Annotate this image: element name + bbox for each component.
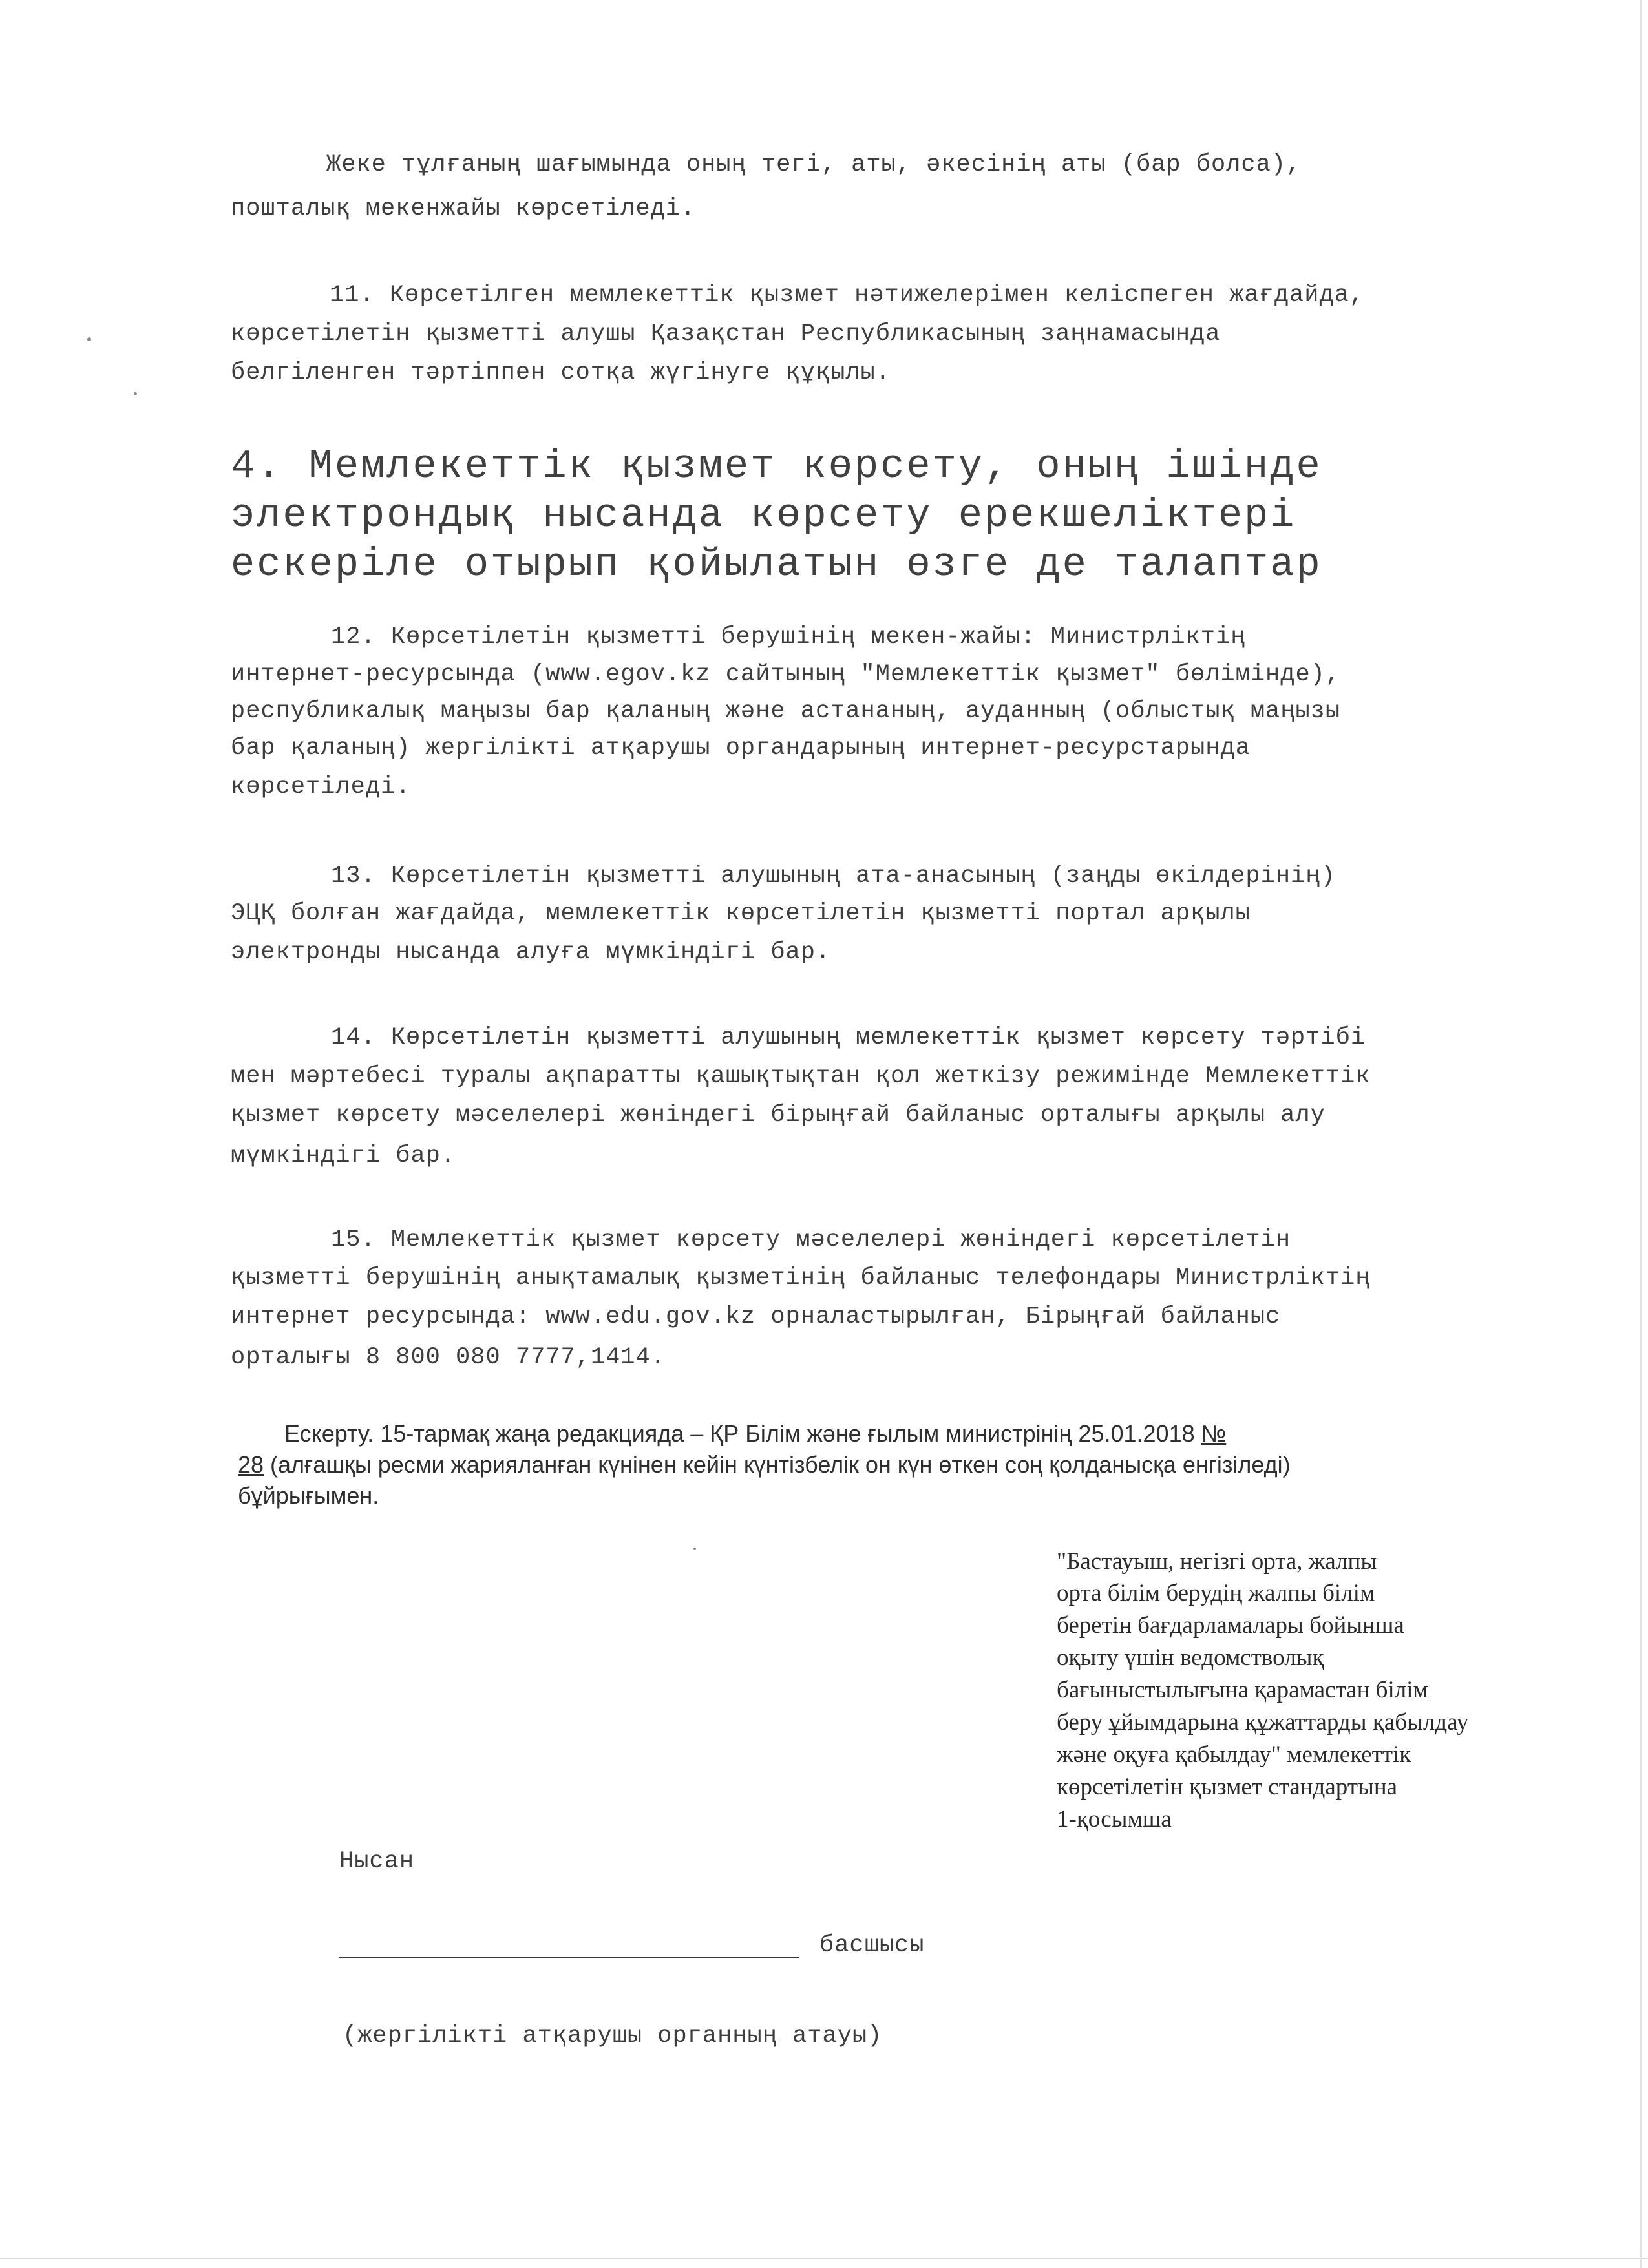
scan-edge-bottom (0, 2258, 1648, 2259)
paragraph-12-line: интернет-ресурсында (www.egov.kz сайтының "Мемлекеттік қызмет" бөлімінде), (231, 661, 1341, 688)
paragraph-15-line: интернет ресурсында: www.edu.gov.kz орналастырылған, Бірыңғай байланыс (231, 1303, 1281, 1330)
section-heading-line: электрондық нысанда көрсету ерекшеліктері (231, 492, 1296, 538)
appendix-reference-line: беру ұйымдарына құжаттарды қабылдау (1057, 1709, 1469, 1736)
scan-edge-right (1640, 0, 1642, 2268)
amendment-note-text: (алғашқы ресми жарияланған күнінен кейін күнтізбелік он күн өткен соң қолданысқа енгізіледі) (264, 1451, 1291, 1478)
paragraph-15-line: 15. Мемлекеттік қызмет көрсету мәселелері жөніндегі көрсетілетін (331, 1226, 1291, 1254)
appendix-reference-line: 1-қосымша (1057, 1806, 1172, 1832)
appendix-reference-line: орта білім берудің жалпы білім (1057, 1580, 1375, 1606)
paragraph-complaint-line: Жеке тұлғаның шағымында оның тегі, аты, әкесінің аты (бар болса), (326, 151, 1302, 178)
paragraph-14-line: мүмкіндігі бар. (231, 1142, 456, 1170)
paragraph-15-line: орталығы 8 800 080 7777,1414. (231, 1344, 666, 1371)
amendment-note-line: бұйрығымен. (238, 1482, 379, 1509)
paragraph-11-line: көрсетілетін қызметті алушы Қазақстан Республикасының заңнамасында (231, 320, 1221, 348)
organization-caption: (жергілікті атқарушы органның атауы) (343, 2022, 883, 2050)
amendment-note-text: Ескерту. 15-тармақ жаңа редакцияда – ҚР Білім және ғылым министрінің 25.01.2018 (284, 1420, 1201, 1447)
section-heading-line: ескеріле отырып қойылатын өзге де талаптар (231, 541, 1322, 587)
paragraph-complaint-line: пошталық мекенжайы көрсетіледі. (231, 195, 696, 222)
paragraph-11-line: 11. Көрсетілген мемлекеттік қызмет нәтижелерімен келіспеген жағдайда, (330, 282, 1365, 309)
paragraph-12-line: 12. Көрсетілетін қызметті берушінің мекен-жайы: Министрліктің (331, 624, 1246, 651)
paragraph-12-line: республикалық маңызы бар қаланың және астананың, ауданның (облыстық маңызы (231, 698, 1341, 725)
paragraph-12-line: көрсетіледі. (231, 773, 411, 801)
appendix-reference-line: және оқуға қабылдау" мемлекеттік (1057, 1741, 1411, 1768)
amendment-note-line (284, 1420, 1226, 1447)
scan-speck (134, 392, 137, 395)
appendix-reference-line: көрсетілетін қызмет стандартына (1057, 1774, 1398, 1800)
organization-name-blank (339, 1957, 799, 1958)
order-number-link[interactable]: № (1201, 1420, 1227, 1447)
scan-speck (87, 337, 91, 341)
paragraph-11-line: белгіленген тәртіппен сотқа жүгінуге құқылы. (231, 359, 891, 386)
scan-speck (693, 1548, 696, 1550)
appendix-reference-line: оқыту үшін ведомстволық (1057, 1644, 1324, 1671)
paragraph-13-line: ЭЦҚ болған жағдайда, мемлекеттік көрсетілетін қызметті портал арқылы (231, 900, 1251, 927)
paragraph-15-line: қызметті берушінің анықтамалық қызметінің байланыс телефондары Министрліктің (231, 1265, 1371, 1292)
paragraph-13-line: электронды нысанда алуға мүмкіндігі бар. (231, 939, 831, 966)
paragraph-14-line: 14. Көрсетілетін қызметті алушының мемлекеттік қызмет көрсету тәртібі (331, 1024, 1366, 1051)
paragraph-13-line: 13. Көрсетілетін қызметті алушының ата-анасының (заңды өкілдерінің) (331, 863, 1336, 890)
paragraph-14-line: мен мәртебесі туралы ақпаратты қашықтықтан қол жеткізу режимінде Мемлекеттік (231, 1063, 1371, 1090)
section-heading-line: 4. Мемлекеттік қызмет көрсету, оның ішінде (231, 443, 1322, 489)
appendix-reference-line: бағыныстылығына қарамастан білім (1057, 1677, 1428, 1703)
appendix-reference-line: беретін бағдарламалары бойынша (1057, 1612, 1404, 1639)
paragraph-14-line: қызмет көрсету мәселелері жөніндегі бірыңғай байланыс орталығы арқылы алу (231, 1102, 1326, 1129)
form-label: Нысан (339, 1848, 415, 1875)
appendix-reference-line: "Бастауыш, негізгі орта, жалпы (1057, 1548, 1377, 1575)
paragraph-12-line: бар қаланың) жергілікті атқарушы органдарының интернет-ресурстарында (231, 735, 1251, 762)
order-number-link[interactable]: 28 (238, 1451, 264, 1478)
head-title-suffix: басшысы (819, 1932, 925, 1959)
amendment-note-line (238, 1451, 1291, 1478)
